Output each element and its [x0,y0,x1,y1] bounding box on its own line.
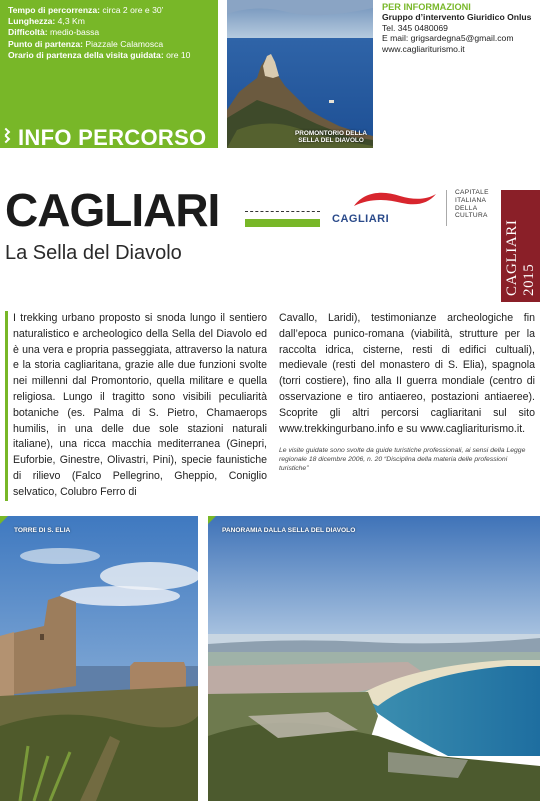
panorama-photo [208,516,540,801]
cagliari-logo-text: CAGLIARI [332,213,390,225]
promontorio-photo [227,0,373,148]
contact-phone: Tel. 345 0480069 [382,22,448,33]
torre-photo [0,516,198,801]
cagliari-2015-tab: CAGLIARI 2015 [501,190,540,302]
logo-divider [446,190,447,226]
contact-info [382,2,540,54]
capitale-cultura-label: CAPITALE ITALIANA DELLA CULTURA [455,189,489,220]
chevron-right-icon [3,129,17,145]
torre-label: TORRE DI S. ELIA [14,527,71,534]
panorama-label: PANORAMIA DALLA SELLA DEL DIAVOLO [222,527,356,534]
promontorio-caption: PROMONTORIO DELLA SELLA DEL DIAVOLO [295,129,367,145]
body-column-1: I trekking urbano proposto si snoda lungo il sentiero naturalistico e archeologico della Sella del Diavolo ed è una vera e propria passeggiata, attraverso la natura e la storia cagliaritana, grazie alle due funzioni svolte nei millenni dal Promontorio, quella militare e quella religiosa. Lungo il tragitto sono visibili peculiarità botaniche (es. Palma di S. Pietro, Chamaerops humilis, in una delle due sole stazioni naturali italiane), una ricca macchia mediterranea (Ginepri, Euforbie, Ginestre, Olivastri, Pini), specie faunistiche di rilievo (Falco Pellegrino, Gheppio, Coniglio selvatico, Colubro Ferro di [5,311,267,501]
info-length: Lunghezza: 4,3 Km [8,16,85,27]
info-start-time: Orario di partenza della visita guidata: ore 10 [8,49,191,60]
info-difficulty: Difficoltà: medio-bassa [8,27,100,38]
contact-org: Gruppo d’intervento Giuridico Onlus [382,12,532,23]
info-box [0,0,218,148]
page-subtitle: La Sella del Diavolo [5,242,182,264]
dashed-divider [245,211,320,212]
contact-email: E mail: grigsardegna5@gmail.com [382,33,514,44]
info-title: INFO PERCORSO [18,125,207,150]
corner-marker [208,516,216,524]
info-duration: Tempo di percorrenza: circa 2 ore e 30’ [8,5,164,15]
page-title: CAGLIARI [5,184,220,236]
corner-marker [0,516,8,524]
contact-website: www.cagliariturismo.it [382,43,465,54]
contact-title: PER INFORMAZIONI [382,2,471,12]
info-start-point: Punto di partenza: Piazzale Calamosca [8,38,164,49]
body-column-2: Cavallo, Laridi), testimonianze archeologiche fin dall’epoca punico-romana (viabilità, strutture per la raccolta idrica, cisterne, resti di edifici cultuali), medievale (resti del monastero di S. Elia), spagnola (torri costiere), fino alla II guerra mondiale (centro di osservazione e tiro antiaereo, postazioni antiaeree). Scoprite gli altri percorsi cagliaritani sul sito www.trekkingurbano.info e su www.cagliariturismo.it. [279,312,535,435]
legal-note: Le visite guidate sono svolte da guide turistiche professionali, ai sensi della Legge regionale 18 dicembre 2006, n. 20 “Disciplina della materia delle professioni turistiche” [279,447,526,472]
green-accent-bar [245,219,320,227]
